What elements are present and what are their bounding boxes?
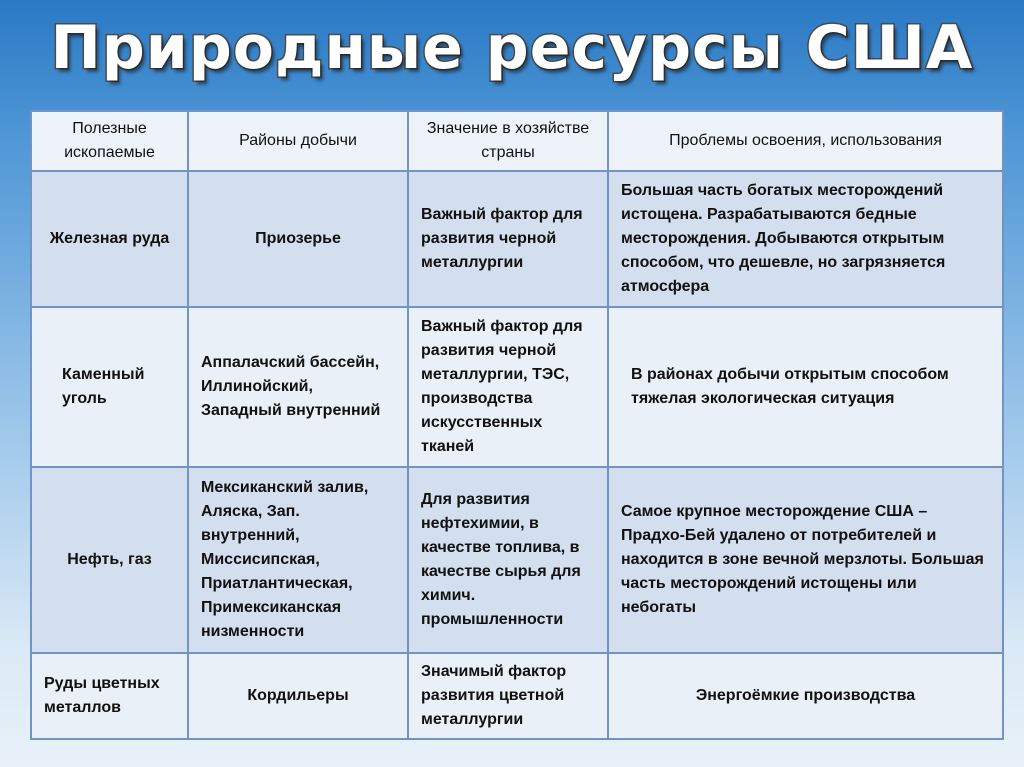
cell-regions: Кордильеры	[188, 653, 408, 739]
cell-mineral: Нефть, газ	[31, 467, 188, 653]
cell-problems: В районах добычи открытым способом тяжелая экологическая ситуация	[608, 307, 1003, 467]
table-row	[31, 653, 1003, 739]
resources-table	[30, 110, 1004, 740]
cell-problems: Большая часть богатых месторождений истощена. Разрабатываются бедные месторождения. Добываются открытым способом, что дешевле, но загрязняется атмосфера	[608, 171, 1003, 307]
table-row	[31, 171, 1003, 307]
cell-value: Важный фактор для развития черной металлургии, ТЭС, производства искусственных тканей	[408, 307, 608, 467]
cell-problems: Самое крупное месторождение США – Прадхо-Бей удалено от потребителей и находится в зоне вечной мерзлоты. Большая часть месторождений истощены или небогаты	[608, 467, 1003, 653]
header-minerals: Полезные ископаемые	[31, 111, 188, 171]
table-header-row	[31, 111, 1003, 171]
page-title: Природные ресурсы США	[50, 13, 974, 83]
cell-value: Важный фактор для развития черной металлургии	[408, 171, 608, 307]
table-row	[31, 307, 1003, 467]
cell-value: Значимый фактор развития цветной металлургии	[408, 653, 608, 739]
table-row	[31, 467, 1003, 653]
header-problems: Проблемы освоения, использования	[608, 111, 1003, 171]
cell-value: Для развития нефтехимии, в качестве топлива, в качестве сырья для химич. промышленности	[408, 467, 608, 653]
cell-regions: Приозерье	[188, 171, 408, 307]
header-value: Значение в хозяйстве страны	[408, 111, 608, 171]
header-regions: Районы добычи	[188, 111, 408, 171]
cell-problems: Энергоёмкие производства	[608, 653, 1003, 739]
cell-mineral: Каменный уголь	[31, 307, 188, 467]
cell-mineral: Руды цветных металлов	[31, 653, 188, 739]
cell-regions: Мексиканский залив, Аляска, Зап. внутренний, Миссисипская, Приатлантическая, Примексиканская низменности	[188, 467, 408, 653]
cell-mineral: Железная руда	[31, 171, 188, 307]
cell-regions: Аппалачский бассейн, Иллинойский, Западный внутренний	[188, 307, 408, 467]
